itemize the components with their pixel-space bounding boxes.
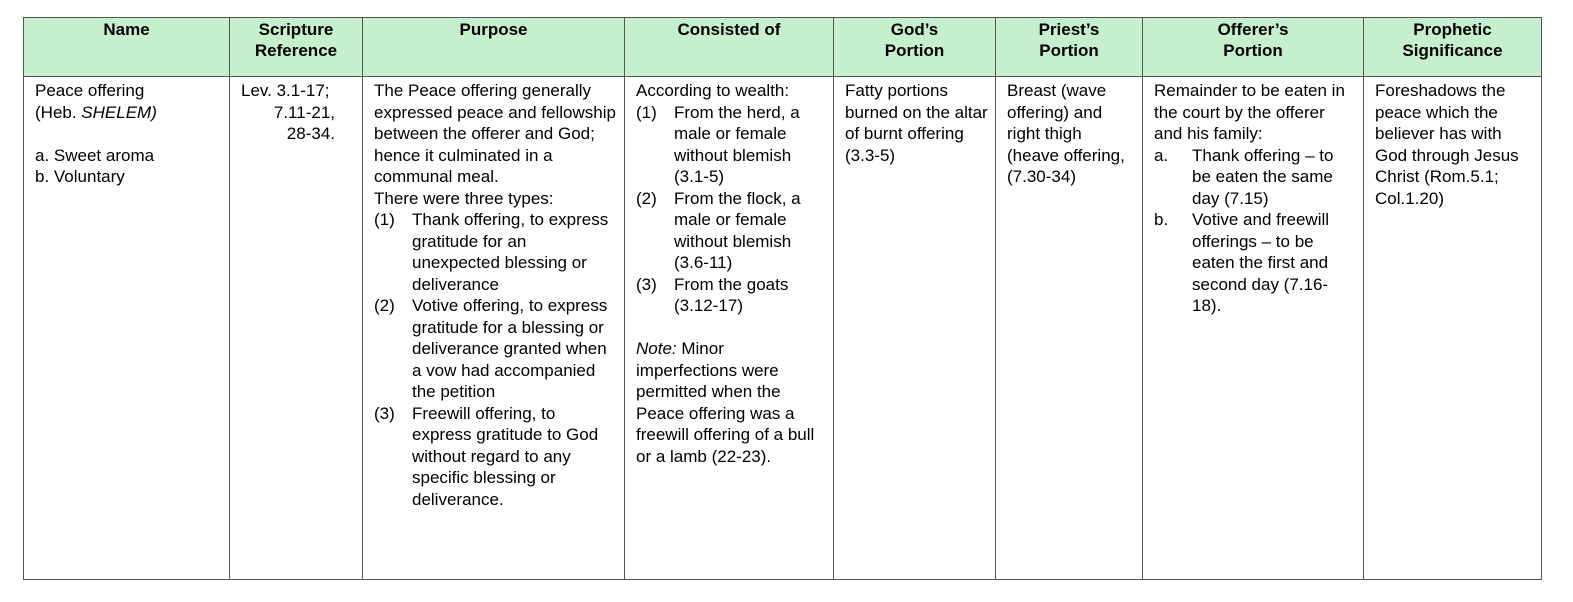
cell-offerers-portion [1143, 77, 1364, 580]
attribute-sweet-aroma: a. Sweet aroma [35, 145, 155, 165]
list-text: From the flock, a male or female without blemish (3.6-11) [674, 188, 801, 272]
list-item [374, 295, 618, 403]
header-purpose-line: Purpose [459, 20, 528, 39]
gods-portion-text: Fatty portions burned on the altar of burnt offering (3.3-5) [845, 81, 988, 165]
list-marker: (2) [636, 188, 657, 208]
spacer [35, 123, 223, 145]
reference-line-2: 7.11-21, [273, 102, 335, 122]
hebrew-prefix: (Heb. [35, 102, 82, 122]
header-priests-portion [996, 18, 1143, 77]
priests-portion-text: Breast (wave offering) and right thigh (heave offering, (7.30-34) [1007, 81, 1125, 186]
cell-scripture-reference [230, 77, 363, 580]
header-ref-line-1: Scripture [258, 20, 334, 39]
list-marker: (2) [374, 296, 395, 315]
header-purpose [363, 18, 625, 77]
offering-hebrew [35, 102, 223, 124]
reference-line-1: Lev. 3.1-17; [241, 81, 330, 100]
prophetic-text: Foreshadows the peace which the believer has with God through Jesus Christ (Rom.5.1; Col.1.20) [1375, 81, 1519, 208]
offerers-portion-intro: Remainder to be eaten in the court by the offerer and his family: [1154, 81, 1345, 143]
list-marker: b. [1154, 210, 1169, 229]
header-offerer-line-1: Offerer’s [1217, 20, 1289, 39]
header-row [24, 18, 1542, 77]
spacer [636, 317, 827, 339]
consisted-note [636, 338, 827, 467]
list-text: Votive and freewill offerings – to be eaten the first and second day (7.16-18). [1192, 210, 1330, 315]
offering-title: Peace offering [35, 81, 145, 100]
header-consisted-of [625, 18, 834, 77]
list-item [636, 274, 827, 317]
cell-purpose [363, 77, 625, 580]
list-text: From the herd, a male or female without blemish (3.1-5) [674, 102, 800, 186]
list-item [1154, 209, 1357, 317]
list-item [1154, 145, 1357, 210]
purpose-intro: The Peace offering generally expressed peace and fellowship between the offerer and God; hence it culminated in a communal meal. [374, 81, 616, 186]
list-text: From the goats (3.12-17) [674, 274, 789, 315]
list-marker: a. [1154, 145, 1169, 165]
header-offerers-portion [1143, 18, 1364, 77]
header-prophetic-line-2: Significance [1402, 40, 1503, 60]
list-text: Freewill offering, to express gratitude to God without regard to any specific blessing or deliverance. [412, 403, 599, 509]
list-item [374, 209, 618, 295]
header-name [24, 18, 230, 77]
table-row [24, 77, 1542, 580]
purpose-types-intro: There were three types: [374, 188, 554, 208]
header-priest-line-2: Portion [1039, 40, 1099, 60]
note-label: Note: [636, 339, 677, 358]
header-god-line-1: God’s [890, 20, 939, 39]
header-scripture-reference [230, 18, 363, 77]
header-name-line: Name [103, 20, 150, 39]
note-text: Minor imperfections were permitted when the Peace offering was a freewill offering of a bull or a lamb (22-23). [636, 339, 815, 466]
reference-line-3: 28-34. [286, 124, 335, 143]
header-ref-line-2: Reference [254, 40, 338, 60]
list-text: Thank offering – to be eaten the same day (7.15) [1192, 145, 1334, 208]
header-consisted-line: Consisted of [677, 20, 781, 39]
cell-name [24, 77, 230, 580]
list-text: Votive offering, to express gratitude for a blessing or deliverance granted when a vow had accompanied the petition [412, 296, 608, 401]
table-header [24, 18, 1542, 77]
offerings-table [23, 17, 1542, 580]
list-marker: (3) [636, 274, 657, 294]
table-body [24, 77, 1542, 580]
cell-priests-portion [996, 77, 1143, 580]
cell-consisted-of [625, 77, 834, 580]
list-item [374, 403, 618, 511]
header-prophetic-line-1: Prophetic [1413, 20, 1492, 39]
list-marker: (1) [636, 102, 657, 122]
list-marker: (3) [374, 403, 395, 423]
cell-gods-portion [834, 77, 996, 580]
header-offerer-line-2: Portion [1223, 40, 1283, 60]
cell-prophetic-significance [1364, 77, 1542, 580]
header-priest-line-1: Priest’s [1038, 20, 1100, 39]
header-gods-portion [834, 18, 996, 77]
header-prophetic-significance [1364, 18, 1542, 77]
list-item [636, 102, 827, 188]
list-text: Thank offering, to express gratitude for an unexpected blessing or deliverance [412, 210, 609, 294]
attribute-voluntary: b. Voluntary [35, 167, 125, 186]
list-item [636, 188, 827, 274]
list-marker: (1) [374, 210, 395, 229]
header-god-line-2: Portion [884, 40, 945, 60]
hebrew-word: SHELEM) [81, 102, 157, 122]
consisted-intro: According to wealth: [636, 81, 790, 100]
